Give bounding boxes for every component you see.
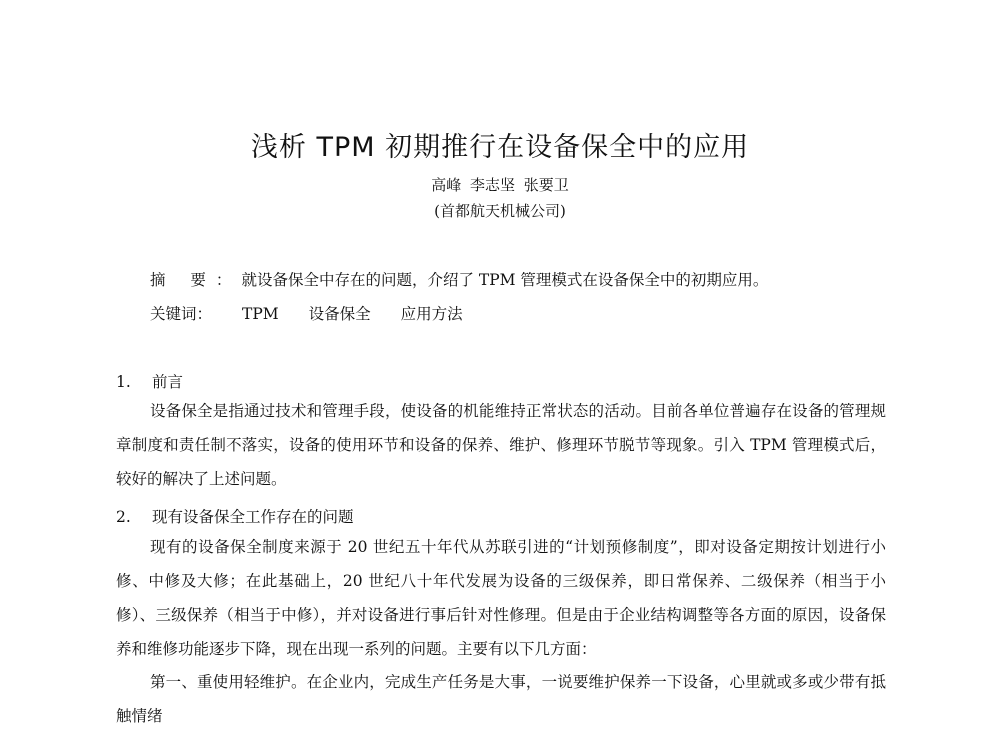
keywords-label: 关键词： xyxy=(150,305,213,323)
paper-title: 浅析 TPM 初期推行在设备保全中的应用 xyxy=(250,132,750,163)
section-title: 现有设备保全工作存在的问题 xyxy=(152,508,354,526)
paragraph: 现有的设备保全制度来源于 20 世纪五十年代从苏联引进的“计划预修制度”，即对设备定期按计划进行小修、中修及大修；在此基础上，20 世纪八十年代发展为设备的三级保养，即日常保养、二级保养（相当于小修）、三级保养（相当于中修），并对设备进行事后针对性修理。但是由于企业结构调整等各方面的原因，设备保养和维修功能逐步下降，现在出现一系列的问题。主要有以下几方面： xyxy=(116,538,886,658)
keyword: 设备保全 xyxy=(308,305,371,323)
section-title: 前言 xyxy=(152,373,184,391)
abstract xyxy=(150,268,768,290)
section-heading xyxy=(116,505,354,527)
paragraph: 第一、重使用轻维护。在企业内，完成生产任务是大事，一说要维护保养一下设备，心里就或多或少带有抵触情绪 xyxy=(116,673,886,725)
section-heading xyxy=(116,370,183,392)
keyword: 应用方法 xyxy=(400,305,463,323)
abstract-text: 就设备保全中存在的问题，介绍了 TPM 管理模式在设备保全中的初期应用。 xyxy=(241,271,769,289)
affiliation: (首都航天机械公司) xyxy=(434,202,566,220)
authors: 高峰 李志坚 张要卫 xyxy=(431,176,569,194)
abstract-label: 摘 要： xyxy=(150,271,242,289)
keywords xyxy=(150,302,463,324)
section-number: 1. xyxy=(116,373,131,391)
section-number: 2. xyxy=(116,508,131,526)
keyword: TPM xyxy=(242,305,279,323)
paragraph: 设备保全是指通过技术和管理手段，使设备的机能维持正常状态的活动。目前各单位普遍存在设备的管理规章制度和责任制不落实，设备的使用环节和设备的保养、维护、修理环节脱节等现象。引入 TPM 管理模式后，较好的解决了上述问题。 xyxy=(116,402,886,488)
